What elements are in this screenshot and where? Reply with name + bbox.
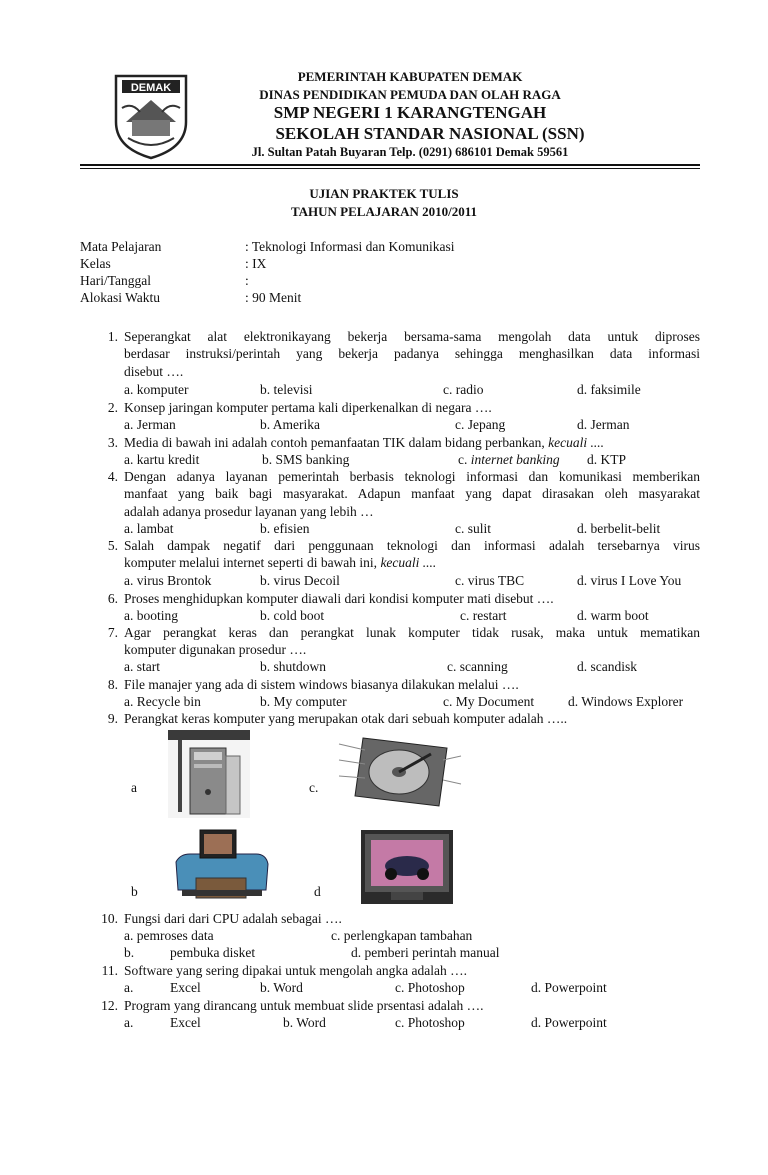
- question-number: 10.: [101, 911, 118, 926]
- option-b: b. televisi: [260, 382, 313, 397]
- option-d: d. pemberi perintah manual: [351, 945, 500, 960]
- question-number: 7.: [107, 625, 118, 640]
- info-row: [80, 255, 700, 272]
- image-label-b: b: [131, 884, 138, 899]
- header-line-2: DINAS PENDIDIKAN PEMUDA DAN OLAH RAGA: [259, 87, 561, 102]
- question-number: 6.: [107, 591, 118, 606]
- option-c-text: internet banking: [470, 452, 560, 467]
- info-label: Alokasi Waktu: [80, 290, 161, 305]
- option-a: a. lambat: [124, 521, 174, 536]
- option-a: a. start: [124, 659, 160, 674]
- question-line: berdasar instruksi/perintah yang bekerja padanya sehingga menghasilkan data informasi: [124, 346, 700, 362]
- exam-info: [80, 238, 700, 306]
- question-text: Proses menghidupkan komputer diawali dari kondisi komputer mati disebut ….: [124, 591, 554, 606]
- question-line: Dengan adanya layanan pemerintah berbasis teknologi informasi dan komunikasi memberikan: [124, 469, 700, 484]
- logo-text: DEMAK: [130, 82, 172, 94]
- question-line: adalah adanya prosedur layanan yang lebih …: [124, 503, 374, 519]
- question-line: komputer digunakan prosedur ….: [124, 642, 307, 658]
- option-b: b. cold boot: [260, 608, 325, 623]
- option-d: d. virus I Love You: [577, 573, 682, 588]
- option-a-prefix: a.: [124, 980, 134, 995]
- option-a: a. Jerman: [124, 417, 176, 432]
- question-emphasis: kecuali ....: [380, 555, 437, 571]
- question-number: 8.: [107, 677, 118, 692]
- image-label-a: a: [131, 780, 137, 795]
- option-c: c. Jepang: [455, 417, 506, 432]
- option-d: d. faksimile: [577, 382, 641, 397]
- option-b: b. efisien: [260, 521, 310, 536]
- info-row: [80, 289, 700, 306]
- info-value: : Teknologi Informasi dan Komunikasi: [245, 239, 455, 254]
- option-b: b. Word: [283, 1015, 326, 1030]
- question-text: [124, 624, 700, 659]
- question-text: Software yang sering dipakai untuk mengolah angka adalah ….: [124, 963, 468, 978]
- question-text: Fungsi dari dari CPU adalah sebagai ….: [124, 911, 342, 926]
- info-label: Kelas: [80, 256, 111, 271]
- info-label: Mata Pelajaran: [80, 239, 162, 254]
- option-d: d. berbelit-belit: [577, 521, 661, 536]
- hard-disk-image-icon: [335, 730, 463, 814]
- printer-image-icon: [170, 828, 272, 904]
- option-c: [458, 451, 560, 468]
- option-d: d. scandisk: [577, 659, 637, 674]
- option-c-prefix: c.: [458, 452, 468, 467]
- option-d: d. Powerpoint: [531, 980, 607, 995]
- option-c: c. Photoshop: [395, 1015, 465, 1030]
- option-c: c. virus TBC: [455, 573, 525, 588]
- exam-title: UJIAN PRAKTEK TULIS: [309, 186, 459, 201]
- option-c: c. radio: [443, 382, 484, 397]
- question-line: Salah dampak negatif dari penggunaan teknologi dan informasi adalah tersebarnya virus: [124, 538, 700, 553]
- option-b: b. SMS banking: [262, 452, 350, 467]
- question-line: Agar perangkat keras dan perangkat lunak komputer tidak rusak, maka untuk mematikan: [124, 625, 700, 640]
- option-d: d. warm boot: [577, 608, 649, 623]
- exam-year: TAHUN PELAJARAN 2010/2011: [290, 204, 478, 219]
- question-number: 3.: [107, 435, 118, 450]
- question-line: Media di bawah ini adalah contoh pemanfaatan TIK dalam bidang perbankan,: [124, 435, 545, 450]
- image-label-c: c.: [309, 780, 319, 795]
- option-d: d. Windows Explorer: [568, 694, 684, 709]
- option-a-prefix: a.: [124, 1015, 134, 1030]
- question-text: Program yang dirancang untuk membuat slide prsentasi adalah ….: [124, 998, 484, 1013]
- question-text: Perangkat keras komputer yang merupakan otak dari sebuah komputer adalah …..: [124, 711, 568, 726]
- option-c: c. My Document: [443, 694, 535, 709]
- question-text: File manajer yang ada di sistem windows biasanya dilakukan melalui ….: [124, 677, 519, 692]
- option-d: d. Powerpoint: [531, 1015, 607, 1030]
- option-a: a. pemroses data: [124, 928, 214, 943]
- option-a: a. booting: [124, 608, 178, 623]
- option-b-prefix: b.: [124, 945, 135, 960]
- info-label: Hari/Tanggal: [80, 273, 152, 288]
- header-divider-thin: [80, 168, 700, 169]
- question-text: [124, 328, 700, 380]
- info-row: [80, 272, 700, 289]
- question-text: [124, 434, 700, 451]
- option-c: c. Photoshop: [395, 980, 465, 995]
- question-line: manfaat yang baik bagi masyarakat. Adapun manfaat yang dapat dirasakan oleh masyarakat: [124, 486, 700, 502]
- question-number: 11.: [101, 963, 118, 978]
- info-value: : IX: [245, 256, 267, 271]
- monitor-image-icon: [361, 830, 453, 904]
- school-name: SMP NEGERI 1 KARANGTENGAH: [273, 103, 547, 122]
- question-emphasis: kecuali ....: [548, 435, 604, 450]
- info-value: : 90 Menit: [245, 290, 302, 305]
- question-number: 5.: [107, 538, 118, 553]
- option-b: pembuka disket: [170, 945, 256, 960]
- option-b: b. Word: [260, 980, 303, 995]
- info-value: :: [245, 273, 249, 288]
- option-a: Excel: [170, 1015, 201, 1030]
- school-status: SEKOLAH STANDAR NASIONAL (SSN): [275, 124, 585, 143]
- question-line: komputer melalui internet seperti di bawah ini,: [124, 555, 378, 571]
- header-divider: [80, 164, 700, 166]
- demak-logo-icon: [112, 72, 190, 160]
- option-c: c. perlengkapan tambahan: [331, 928, 473, 943]
- question-number: 12.: [101, 998, 118, 1013]
- option-b: b. shutdown: [260, 659, 327, 674]
- option-a: a. Recycle bin: [124, 694, 201, 709]
- question-text: [124, 537, 700, 572]
- info-row: [80, 238, 700, 255]
- option-a: a. komputer: [124, 382, 189, 397]
- question-number: 2.: [107, 400, 118, 415]
- option-a: a. virus Brontok: [124, 573, 212, 588]
- question-line: Seperangkat alat elektronikayang bekerja bersama-sama mengolah data untuk diproses: [124, 329, 700, 344]
- option-a: Excel: [170, 980, 201, 995]
- computer-case-image-icon: [168, 730, 250, 818]
- option-d: d. KTP: [587, 452, 627, 467]
- question-number: 4.: [107, 469, 118, 484]
- option-c: c. scanning: [447, 659, 508, 674]
- question-text: [124, 468, 700, 520]
- option-b: b. Amerika: [260, 417, 320, 432]
- option-a: a. kartu kredit: [124, 452, 200, 467]
- option-c: c. sulit: [455, 521, 491, 536]
- question-line: disebut ….: [124, 363, 184, 379]
- question-number: 1.: [107, 329, 118, 344]
- image-label-d: d: [314, 884, 321, 899]
- option-b: b. My computer: [260, 694, 347, 709]
- header-line-1: PEMERINTAH KABUPATEN DEMAK: [297, 69, 523, 84]
- option-d: d. Jerman: [577, 417, 630, 432]
- option-b: b. virus Decoil: [260, 573, 340, 588]
- question-number: 9.: [107, 711, 118, 726]
- option-c: c. restart: [460, 608, 507, 623]
- school-address: Jl. Sultan Patah Buyaran Telp. (0291) 686101 Demak 59561: [251, 145, 569, 159]
- question-text: Konsep jaringan komputer pertama kali diperkenalkan di negara ….: [124, 400, 492, 415]
